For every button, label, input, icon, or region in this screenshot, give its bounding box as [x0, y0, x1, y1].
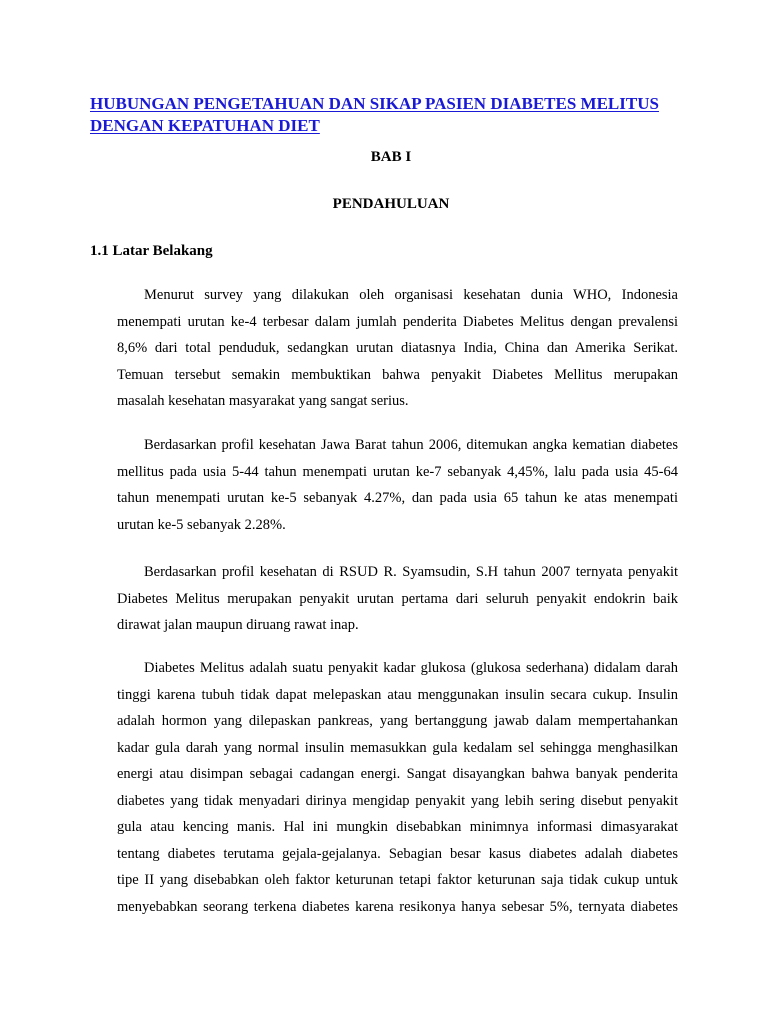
title-line-2[interactable]: DENGAN KEPATUHAN DIET: [90, 116, 320, 135]
paragraph-line: Berdasarkan profil kesehatan Jawa Barat tahun 2006, ditemukan angka kematian diabetes: [144, 437, 678, 453]
paragraph-line: menyebabkan seorang terkena diabetes karena resikonya hanya sebesar 5%, ternyata diabetes: [117, 898, 678, 915]
paragraph-line: energi atau disimpan sebagai cadangan energi. Sangat disayangkan bahwa banyak penderita: [117, 766, 678, 782]
paragraph-line: gula atau kencing manis. Hal ini mungkin disebabkan minimnya informasi dimasyarakat: [117, 819, 678, 835]
section-heading: 1.1 Latar Belakang: [90, 243, 213, 259]
paragraph-line: diabetes yang tidak menyadari dirinya mengidap penyakit yang lebih sering disebut penyakit: [117, 792, 678, 809]
paragraph-line: tahun menempati urutan ke-5 sebanyak 4.27%, dan pada usia 65 tahun ke atas menempati: [117, 490, 678, 506]
paragraph-line: Temuan tersebut semakin membuktikan bahwa penyakit Diabetes Mellitus merupakan: [117, 366, 678, 383]
paragraph-2: [117, 432, 678, 538]
paragraph-line: tipe II yang disebabkan oleh faktor keturunan tetapi faktor keturunan saja tidak cukup untuk: [117, 872, 678, 888]
paragraph-line: tinggi karena tubuh tidak dapat melepaskan atau menggunakan insulin secara cukup. Insulin: [117, 686, 678, 703]
paragraph-4: [117, 655, 678, 920]
paragraph-line: Diabetes Melitus adalah suatu penyakit kadar glukosa (glukosa sederhana) didalam darah: [144, 660, 678, 676]
paragraph-line: dirawat jalan maupun diruang rawat inap.: [117, 617, 359, 633]
paragraph-line: mellitus pada usia 5-44 tahun menempati urutan ke-7 sebanyak 4,45%, lalu pada usia 45-64: [117, 463, 678, 480]
chapter-label: BAB I: [370, 149, 412, 165]
paragraph-1: [117, 282, 678, 415]
paragraph-line: adalah hormon yang dilepaskan pankreas, yang bertanggung jawab dalam mempertahankan: [117, 713, 678, 729]
paragraph-line: masalah kesehatan masyarakat yang sangat serius.: [117, 393, 409, 409]
paragraph-line: 8,6% dari total penduduk, sedangkan urutan diatasnya India, China dan Amerika Serikat.: [117, 340, 678, 356]
title-line-1[interactable]: HUBUNGAN PENGETAHUAN DAN SIKAP PASIEN DIABETES MELITUS: [90, 94, 659, 113]
paragraph-line: menempati urutan ke-4 terbesar dalam jumlah penderita Diabetes Melitus dengan prevalensi: [117, 313, 678, 330]
paragraph-line: Berdasarkan profil kesehatan di RSUD R. Syamsudin, S.H tahun 2007 ternyata penyakit: [144, 564, 678, 580]
document-title-link[interactable]: [90, 93, 690, 137]
paragraph-line: urutan ke-5 sebanyak 2.28%.: [117, 516, 286, 533]
paragraph-line: Diabetes Melitus merupakan penyakit urutan pertama dari seluruh penyakit endokrin baik: [117, 590, 678, 607]
chapter-title: PENDAHULUAN: [332, 196, 450, 212]
paragraph-line: tentang diabetes terutama gejala-gejalanya. Sebagian besar kasus diabetes adalah diabetes: [117, 845, 678, 862]
paragraph-line: Menurut survey yang dilakukan oleh organisasi kesehatan dunia WHO, Indonesia: [144, 287, 678, 303]
paragraph-line: kadar gula darah yang normal insulin memasukkan gula kedalam sel sehingga menghasilkan: [117, 739, 678, 756]
paragraph-3: [117, 559, 678, 639]
